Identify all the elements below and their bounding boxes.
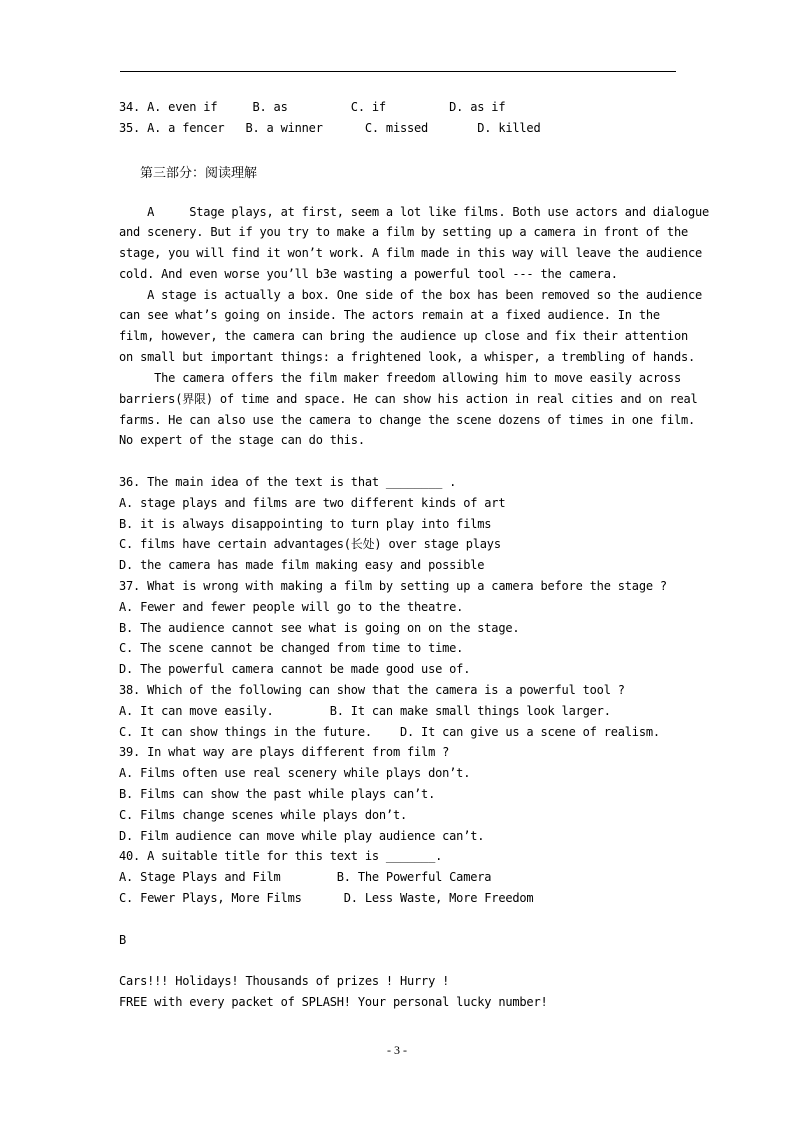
passage-line: film, however, the camera can bring the audience up close and fix their attention [119,329,688,343]
option-line: A. Stage Plays and Film B. The Powerful Camera [119,870,492,884]
passage-line: and scenery. But if you try to make a film by setting up a camera in front of the [119,225,688,239]
question-38: 38. Which of the following can show that the camera is a powerful tool ? [119,683,625,697]
passage-line: stage, you will find it won’t work. A film made in this way will leave the audience [119,246,703,260]
passage-line: A stage is actually a box. One side of the box has been removed so the audience [119,288,703,302]
option-line: A. Films often use real scenery while plays don’t. [119,766,471,780]
question-37: 37. What is wrong with making a film by setting up a camera before the stage ? [119,579,667,593]
option-line: C. films have certain advantages(长处) over stage plays [119,537,501,551]
option-line: A. It can move easily. B. It can make small things look larger. [119,704,611,718]
question-40: 40. A suitable title for this text is _______. [119,849,443,863]
passage-line: farms. He can also use the camera to change the scene dozens of times in one film. [119,413,696,427]
answer-line-34: 34. A. even if B. as C. if D. as if [119,100,506,114]
passage-line: cold. And even worse you’ll b3e wasting a powerful tool --- the camera. [119,267,618,281]
option-line: B. Films can show the past while plays can’t. [119,787,436,801]
page-number: - 3 - [387,1043,407,1057]
passage-b-line: Cars!!! Holidays! Thousands of prizes ! Hurry ! [119,974,450,988]
passage-line: No expert of the stage can do this. [119,433,365,447]
option-line: D. The powerful camera cannot be made good use of. [119,662,471,676]
question-36: 36. The main idea of the text is that ________ . [119,475,457,489]
answer-line-35: 35. A. a fencer B. a winner C. missed D. killed [119,121,541,135]
section-title: 第三部分：阅读理解 [140,166,258,181]
header-rule [120,71,676,72]
option-line: D. the camera has made film making easy and possible [119,558,485,572]
option-line: C. Films change scenes while plays don’t. [119,808,408,822]
question-39: 39. In what way are plays different from film ? [119,745,450,759]
option-line: C. Fewer Plays, More Films D. Less Waste, More Freedom [119,891,534,905]
option-line: B. it is always disappointing to turn play into films [119,517,492,531]
passage-b-label: B [119,933,127,947]
option-line: C. The scene cannot be changed from time to time. [119,641,464,655]
passage-line: on small but important things: a frightened look, a whisper, a trembling of hands. [119,350,696,364]
option-line: C. It can show things in the future. D. It can give us a scene of realism. [119,725,660,739]
passage-line: A Stage plays, at first, seem a lot like films. Both use actors and dialogue [119,205,710,219]
passage-line: barriers(界限) of time and space. He can show his action in real cities and on real [119,392,698,406]
option-line: B. The audience cannot see what is going on on the stage. [119,621,520,635]
passage-line: The camera offers the film maker freedom allowing him to move easily across [119,371,681,385]
passage-line: can see what’s going on inside. The actors remain at a fixed audience. In the [119,308,660,322]
option-line: A. Fewer and fewer people will go to the theatre. [119,600,464,614]
passage-b-line: FREE with every packet of SPLASH! Your personal lucky number! [119,995,548,1009]
option-line: A. stage plays and films are two different kinds of art [119,496,506,510]
option-line: D. Film audience can move while play audience can’t. [119,829,485,843]
